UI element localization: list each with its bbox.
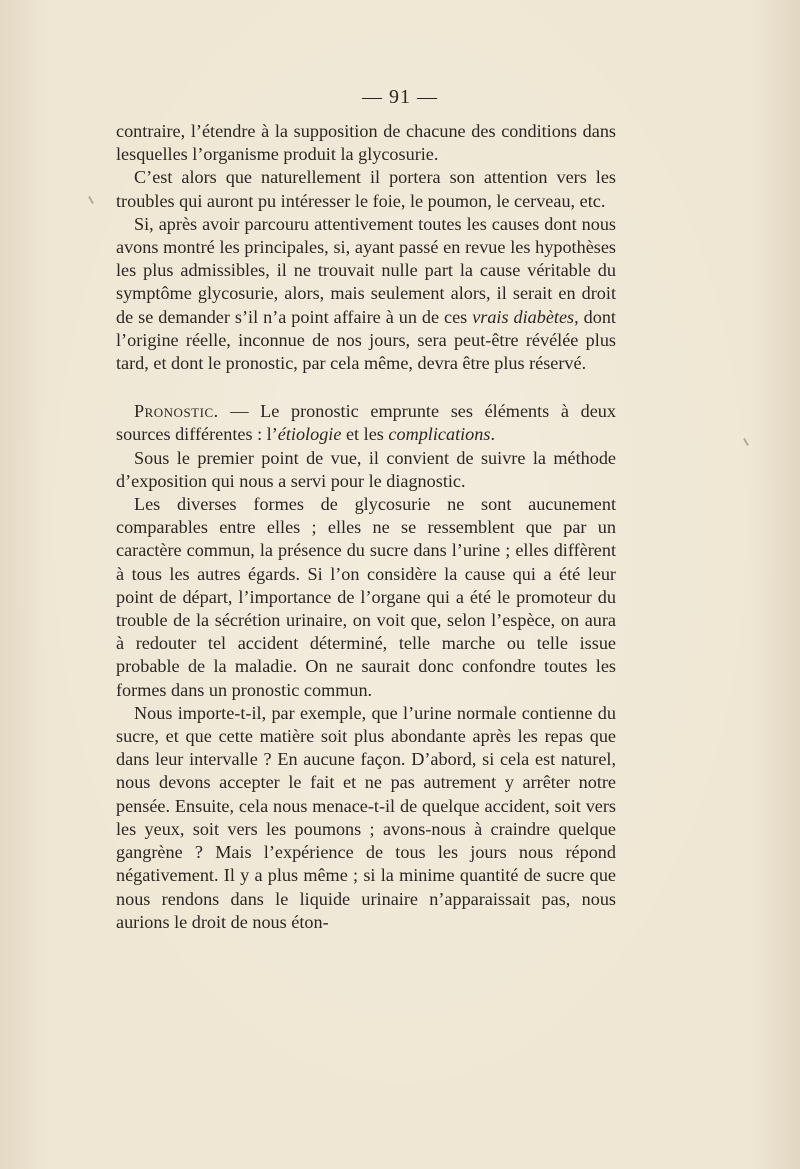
paragraph-text: et les bbox=[341, 424, 389, 445]
paper-speck bbox=[743, 438, 749, 446]
paper-speck bbox=[88, 196, 94, 204]
paragraph-text: . bbox=[490, 424, 495, 445]
paragraph: Sous le premier point de vue, il convient de suivre la méthode d’exposition qui nous a servi pour le diagnostic. bbox=[116, 447, 616, 491]
paragraph: Les diverses formes de glycosurie ne sont aucunement comparables entre elles ; elles ne se ressemblent que par un caractère commun, la présence du sucre dans l’urine ; elles diffèrent à tous les autres égards. Si l’on considère la cause qui a été leur point de départ, l’importance de l’organe qui a été le promoteur du trouble de la sécrétion urinaire, on voit que, selon l’espèce, on aura à redouter tel accident déterminé, telle marche ou telle issue probable de la maladie. On ne saurait donc confondre toutes les formes dans un pronostic commun. bbox=[116, 494, 616, 700]
paragraph: C’est alors que naturellement il portera son attention vers les troubles qui auront pu intéresser le foie, le poumon, le cerveau, etc. bbox=[116, 167, 616, 211]
paragraph: Nous importe-t-il, par exemple, que l’urine normale contienne du sucre, et que cette matière soit plus abondante après les repas que dans leur intervalle ? En aucune façon. D’abord, si cela est naturel, nous devons accepter le fait et ne pas autrement y arrêter notre pensée. Ensuite, cela nous menace-t-il de quelque accident, soit vers les yeux, soit vers les poumons ; avons-nous à craindre quelque gangrène ? Mais l’expérience de tous les jours nous répond négativement. Il y a plus même ; si la minime quantité de sucre que nous rendons dans le liquide urinaire n’apparaissait pas, nous aurions le droit de nous éton- bbox=[116, 702, 616, 932]
paragraph-text: Si, après avoir parcouru attentivement toutes les causes dont nous avons montré les principales, si, ayant passé en revue les hypothèses les plus admissibles, il ne trouvait nulle part la cause véritable du symptôme glycosurie, alors, mais seulement alors, il serait en droit de se demander s’il n’a point affaire à un de ces bbox=[116, 213, 616, 327]
section-pronostic bbox=[116, 400, 616, 446]
paragraph bbox=[116, 213, 616, 375]
section-heading: Pronostic. bbox=[134, 401, 219, 422]
paragraph-text: — Le pronostic emprunte ses éléments à deux sources différentes : l’ bbox=[116, 401, 616, 445]
paragraph-text: , dont l’origine réelle, inconnue de nos jours, sera peut-être révélée plus tard, et dont le pronostic, par cela même, devra être plus réservé. bbox=[116, 306, 616, 374]
paragraph-continuation: contraire, l’étendre à la supposition de chacune des conditions dans lesquelles l’organisme produit la glycosurie. bbox=[116, 121, 616, 165]
emphasis-etiologie: étiologie bbox=[277, 424, 342, 445]
emphasis-complications: complications bbox=[388, 424, 491, 445]
emphasis-vrais-diabetes: vrais diabètes bbox=[472, 306, 575, 327]
page-number: — 91 — bbox=[362, 86, 438, 108]
body-text bbox=[116, 120, 616, 934]
